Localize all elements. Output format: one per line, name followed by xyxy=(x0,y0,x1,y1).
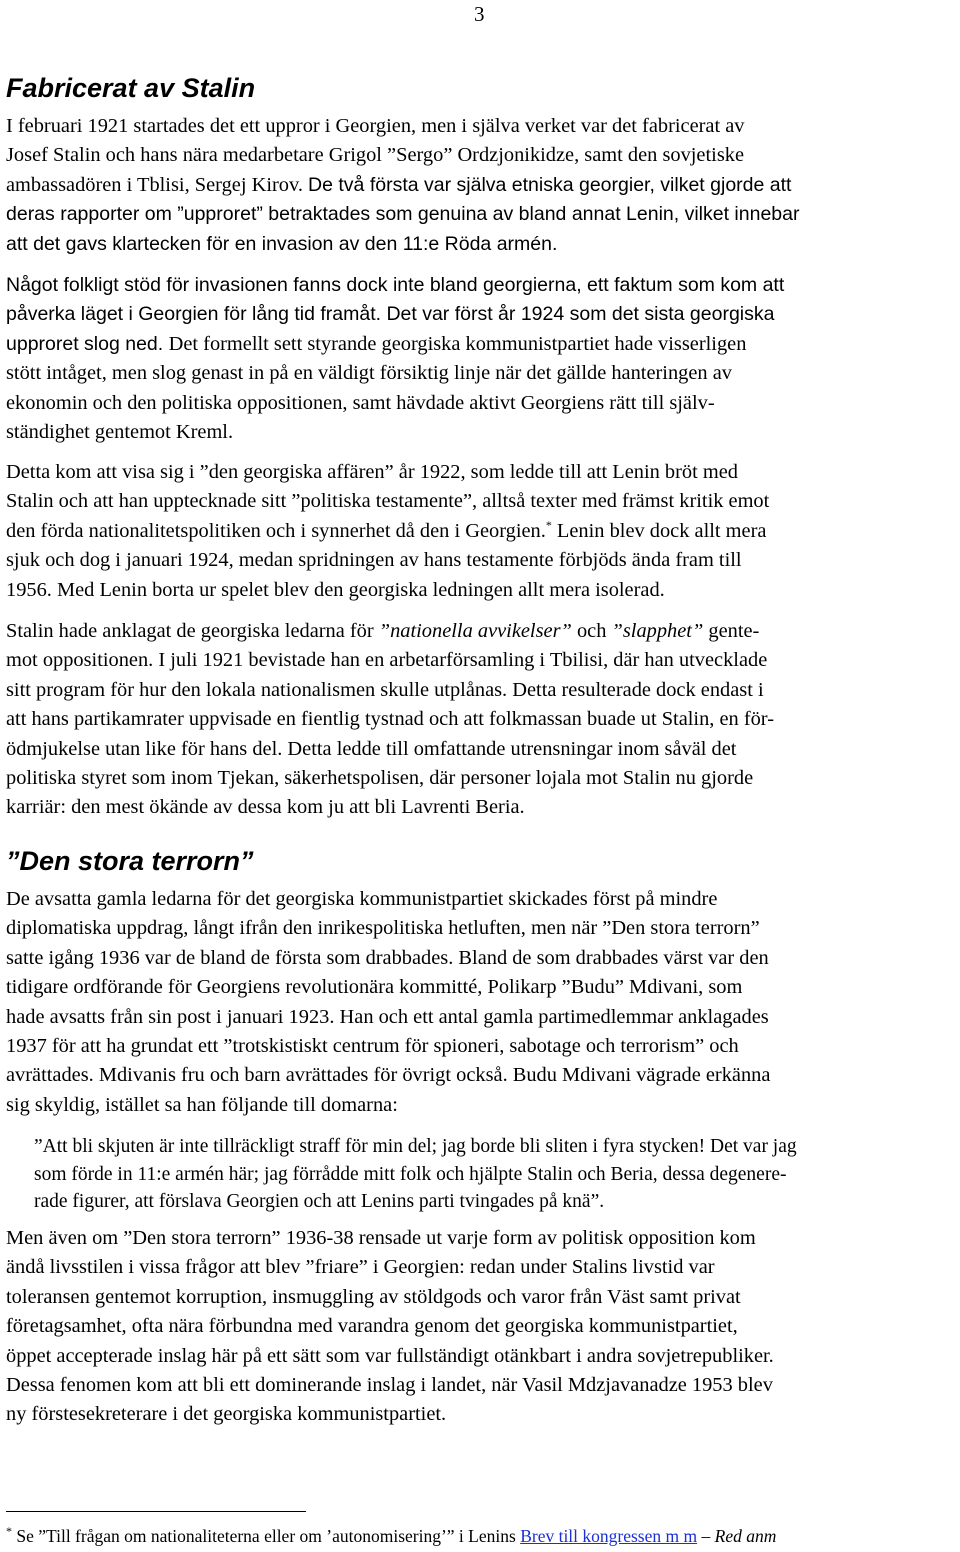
text-segment: Stalin hade anklagat de georgiska ledarna för xyxy=(6,620,379,642)
footnote-reference[interactable]: * xyxy=(545,518,552,533)
text-line: att det gavs klartecken för en invasion av den 11:e Röda armén. xyxy=(6,232,558,255)
text-line: diplomatiska uppdrag, långt ifrån den inrikespolitiska hetluften, men när ”Den stora terrorn” xyxy=(6,917,760,940)
section-heading-terror: ”Den stora terrorn” xyxy=(6,846,254,876)
text-line: ödmjukelse utan like för hans del. Detta ledde till omfattande utrensningar inom såväl det xyxy=(6,737,737,760)
text-line: mot oppositionen. I juli 1921 bevistade han en arbetarförsamling i Tbilisi, där han utvecklade xyxy=(6,649,768,672)
text-segment: Lenin blev dock allt mera xyxy=(551,519,767,542)
text-line: Detta kom att visa sig i ”den georgiska affären” år 1922, som ledde till att Lenin bröt med xyxy=(6,461,738,483)
quote-line: som förde in 11:e armén här; jag förrådde mitt folk och hjälpte Stalin och Beria, dessa degenere- xyxy=(34,1163,787,1185)
text-line: Josef Stalin och hans nära medarbetare Grigol ”Sergo” Ordzjonikidze, samt den sovjetiske xyxy=(6,144,744,167)
quote-line: rade figurer, att förslava Georgien och att Lenins parti tvingades på knä”. xyxy=(34,1191,605,1212)
text-line: toleransen gentemot korruption, insmuggling av stöldgods och varor från Väst samt privat xyxy=(6,1285,741,1308)
text-line: Men även om ”Den stora terrorn” 1936-38 rensade ut varje form av politisk opposition kom xyxy=(6,1227,756,1249)
paragraph-support xyxy=(6,271,960,447)
text-line: Något folkligt stöd för invasionen fanns dock inte bland georgierna, ett faktum som kom att xyxy=(6,274,785,296)
text-segment: ambassadören i Tblisi, Sergej Kirov. xyxy=(6,173,309,196)
text-line: att hans partikamrater uppvisade en fientlig tystnad och att folkmassan buade ut Stalin, en för- xyxy=(6,708,774,731)
paragraph-stalin-accusations xyxy=(6,617,960,823)
text-line xyxy=(6,171,960,200)
text-line xyxy=(6,617,960,646)
quote-line: ”Att bli skjuten är inte tillräckligt straff för min del; jag borde bli sliten i fyra stycken! Det var jag xyxy=(34,1136,797,1157)
text-line: öppet accepterade inslag här på ett sätt som var fullständigt otänkbart i andra sovjetrepubliker. xyxy=(6,1344,774,1367)
emphasis: ”slapphet” xyxy=(611,620,704,642)
text-line: 1956. Med Lenin borta ur spelet blev den georgiska ledningen allt mera isolerad. xyxy=(6,578,665,601)
text-line: satte igång 1936 var de bland de första som drabbades. Bland de som drabbades värst var den xyxy=(6,946,769,969)
block-quote xyxy=(34,1133,954,1216)
page-number: 3 xyxy=(474,2,485,26)
footnote-text: Se ”Till frågan om nationaliteterna eller om ’autonomisering’” i Lenins xyxy=(12,1526,521,1546)
emphasis: ”nationella avvikelser” xyxy=(378,620,572,642)
text-line: ändå livsstilen i vissa frågor att blev ”friare” i Georgien: redan under Stalins livstid var xyxy=(6,1256,715,1279)
paragraph-georgian-affair xyxy=(6,458,960,605)
text-line: 1937 för att ha grundat ett ”trotskistiskt centrum för spioneri, sabotage och terrorism” och xyxy=(6,1035,739,1058)
paragraph-great-terror xyxy=(6,885,960,1120)
text-segment: De två första var själva etniska georgier, vilket gjorde att xyxy=(308,173,792,196)
text-line: påverka läget i Georgien för lång tid framåt. Det var först år 1924 som det sista georgiska xyxy=(6,303,775,326)
paragraph-intro xyxy=(6,112,960,259)
footnote-separator xyxy=(6,1511,306,1512)
text-segment: den förda nationalitetspolitiken och i synnerhet då den i Georgien. xyxy=(6,519,546,542)
text-line: sitt program för hur den lokala nationalismen skulle utplånas. Detta resulterade dock endast i xyxy=(6,678,764,701)
text-line: karriär: den mest ökände av dessa kom ju att bli Lavrenti Beria. xyxy=(6,796,525,819)
footnote xyxy=(6,1525,776,1547)
text-line: företagsamhet, ofta nära förbundna med varandra genom det georgiska kommunistpartiet, xyxy=(6,1315,738,1338)
text-line xyxy=(6,517,960,546)
footnote-mark: * xyxy=(6,1524,12,1539)
text-line: avrättades. Mdivanis fru och barn avrättades för övrigt också. Budu Mdivani vägrade erkänna xyxy=(6,1064,771,1087)
footnote-link[interactable]: Brev till kongressen m m xyxy=(520,1526,698,1546)
text-line: Dessa fenomen kom att bli ett dominerande inslag i landet, när Vasil Mdzjavanadze 1953 blev xyxy=(6,1374,773,1397)
text-line: De avsatta gamla ledarna för det georgiska kommunistpartiet skickades först på mindre xyxy=(6,888,718,910)
text-line: politiska styret som inom Tjekan, säkerhetspolisen, där personer lojala mot Stalin nu gjorde xyxy=(6,767,754,790)
text-line xyxy=(6,330,960,359)
text-line: tidigare ordförande för Georgiens revolutionära kommitté, Polikarp ”Budu” Mdivani, som xyxy=(6,976,743,999)
text-line: sjuk och dog i januari 1924, medan spridningen av hans testamente förbjöds ända fram till xyxy=(6,549,742,572)
text-line: ständighet gentemot Kreml. xyxy=(6,421,234,444)
editor-note: Red anm xyxy=(714,1526,777,1546)
text-line: I februari 1921 startades det ett uppror i Georgien, men i själva verket var det fabricerat av xyxy=(6,115,745,137)
text-line: sig skyldig, istället sa han följande till domarna: xyxy=(6,1093,398,1116)
text-segment: och xyxy=(571,620,612,642)
text-line: Stalin och att han upptecknade sitt ”politiska testamente”, alltså texter med främst kritik emot xyxy=(6,490,770,513)
text-segment: upproret slog ned. xyxy=(6,332,169,355)
text-segment: Det formellt sett styrande georgiska kommunistpartiet hade visserligen xyxy=(168,332,747,355)
paragraph-aftermath xyxy=(6,1224,960,1430)
text-segment: gente- xyxy=(703,620,760,642)
text-line: hade avsatts från sin post i januari 1923. Han och ett antal gamla partimedlemmar anklagades xyxy=(6,1005,769,1028)
text-line: stött intåget, men slog genast in på en väldigt försiktig linje när det gällde hanteringen av xyxy=(6,362,732,385)
text-line: ekonomin och den politiska oppositionen, samt hävdade aktivt Georgiens rätt till själv- xyxy=(6,391,715,414)
section-heading-fabricerat: Fabricerat av Stalin xyxy=(6,73,256,103)
text-line: deras rapporter om ”upproret” betraktades som genuina av bland annat Lenin, vilket innebar xyxy=(6,203,800,226)
text-line: ny förstesekreterare i det georgiska kommunistpartiet. xyxy=(6,1403,447,1426)
footnote-dash: – xyxy=(697,1526,715,1546)
